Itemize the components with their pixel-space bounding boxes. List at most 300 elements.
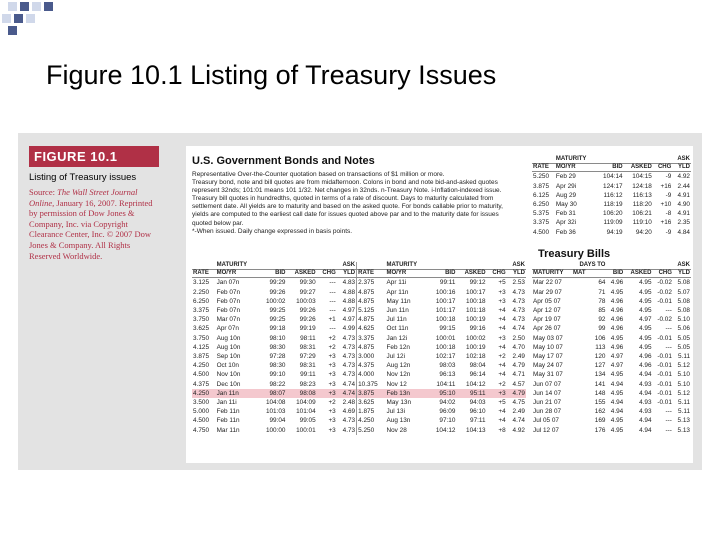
table-row [192,389,526,398]
col-header: BID [596,164,623,172]
table-cell: 97:11 [470,417,486,425]
table-cell: +4 [498,371,506,379]
table-cell: 10.375 [357,380,386,389]
table-cell: Mar 07n [216,316,241,324]
col-header: YLD [672,164,691,172]
table-cell: May 03 07 [533,334,563,342]
table-cell: 5.05 [677,343,690,351]
table-cell: 4.95 [639,297,652,305]
table-cell: 2.49 [512,408,525,416]
table-cell: 4.73 [342,371,356,379]
table-cell: Jan 11i [216,399,237,407]
table-cell: -0.01 [657,389,672,397]
slide-title: Figure 10.1 Listing of Treasury Issues [46,60,497,90]
table-cell: 98:23 [299,380,316,388]
table-cell: Mar 29 07 [533,288,562,296]
table-cell: 4.95 [610,417,624,425]
table-cell: 5.000 [193,408,209,416]
table-cell: Feb 07n [216,307,241,315]
table-cell: 4.97 [342,307,356,315]
table-cell: 6.250 [193,297,209,305]
col-header: MO/YR [555,164,596,172]
table-cell: 4.94 [639,371,652,379]
table-cell: 102:18 [466,353,486,361]
table-row [532,278,691,288]
table-cell: 96:14 [469,371,486,379]
quotation-sheet [186,146,693,463]
table-cell: 4.92 [512,426,525,434]
table-cell: Jul 12i [386,353,405,361]
table-cell: 4.96 [610,343,624,351]
table-cell: +3 [328,371,336,379]
col-header: CHG [317,270,337,278]
table-cell: +2 [328,343,336,351]
table-cell: 4.96 [610,307,624,315]
table-cell: 100:01 [435,334,456,342]
figure-caption-column [29,146,159,261]
table-row [532,334,691,343]
table-cell: +16 [660,219,672,227]
table-cell: 5.10 [677,380,690,388]
table-cell: 99:04 [269,417,286,425]
table-cell: +1 [328,316,336,324]
table-cell: +4 [498,325,506,333]
table-cell: 101:18 [466,307,486,315]
table-cell: 5.11 [678,399,690,407]
table-cell: Apr 26 07 [533,325,561,333]
table-cell: 95:10 [428,389,456,398]
col-header: RATE [192,270,216,278]
table-cell: +3 [328,408,336,416]
table-cell: 104:12 [435,426,456,434]
ask-group-header: ASK [507,262,526,270]
table-cell: 4.375 [193,380,209,388]
table-cell: 4.000 [357,370,386,379]
table-cell: Jul 12 07 [533,426,559,434]
table-cell: 4.74 [337,389,357,398]
table-cell: 162 [594,408,606,416]
quotation-notes [192,171,514,236]
table-row [532,398,691,407]
table-cell: -0.01 [657,334,672,342]
table-cell: -0.01 [657,362,672,370]
source-label: Source: [29,187,55,197]
deco-square [32,2,41,11]
table-cell: 5.250 [533,173,549,181]
table-cell: 4.625 [357,324,386,333]
table-cell: 118:20 [632,201,652,209]
table-cell: +3 [328,353,336,361]
table-cell: -9 [665,228,672,236]
table-cell: Mar 22 07 [533,279,562,287]
table-cell: 176 [594,426,606,434]
table-cell: +3 [498,297,506,305]
col-group-spacer [532,262,572,270]
table-cell: 104:09 [296,399,316,407]
table-cell: Aug 29 [555,191,577,199]
table-row [532,288,691,297]
table-cell: Feb 07n [216,288,241,296]
table-cell: 104:12 [466,380,486,388]
table-cell: 1.875 [357,407,386,416]
table-cell: +16 [660,182,672,190]
ask-group-header: ASK [672,156,691,164]
table-cell: 5.375 [533,210,549,218]
table-row [532,228,691,237]
table-cell: Feb 11n [216,408,240,416]
table-cell: 2.375 [357,278,386,288]
table-cell: 3.375 [533,219,549,227]
table-cell: 4.250 [192,389,216,398]
table-row [532,306,691,315]
table-cell: --- [665,417,672,425]
table-cell: 5.12 [677,389,690,397]
table-cell: 97:10 [439,417,456,425]
table-cell: 106:20 [603,210,623,218]
ask-group-header: ASK [337,262,357,270]
table-row [192,324,526,333]
table-cell: May 17 07 [533,353,563,361]
table-cell: 3.750 [193,316,209,324]
table-cell: 97:29 [299,353,316,361]
table-cell: 3.875 [533,182,549,190]
table-cell: 94:20 [635,228,652,236]
table-cell: Jul 13i [386,408,405,416]
table-cell: +3 [328,417,336,425]
table-cell: +2 [328,334,336,342]
table-cell: May 11n [386,297,411,305]
figure-caption: Listing of Treasury issues [29,172,137,183]
ask-group-header: ASK [673,262,691,270]
table-cell: 4.97 [610,362,624,370]
col-header: CHG [653,164,672,172]
table-cell: 4.79 [507,389,526,398]
table-cell: 100:00 [265,426,286,434]
table-cell: 4.74 [342,380,356,388]
table-cell: 2.35 [677,219,690,227]
table-cell: +3 [328,362,336,370]
note-paragraph: Representative Over-the-Counter quotation based on transactions of $1 million or more. [192,171,445,178]
table-row [192,297,526,306]
table-row [192,380,526,389]
table-cell: 116:12 [603,191,623,199]
col-header: CHG [487,270,507,278]
table-cell: 4.95 [610,389,624,397]
table-cell: 4.94 [610,408,624,416]
table-cell: 2.50 [512,334,525,342]
col-group-spacer [192,262,216,270]
table-cell: 94:02 [439,399,456,407]
maturity-group-header: MATURITY [216,262,259,270]
table-cell: 5.08 [677,297,690,305]
table-cell: 4.73 [342,334,356,342]
table-cell: May 31 07 [533,371,563,379]
figure-source [29,187,159,261]
table-cell: Apr 19 07 [533,316,561,324]
figure-panel [18,133,702,470]
table-cell: 99:12 [469,279,486,287]
table-cell: 98:10 [269,334,286,342]
col-group-spacer [624,262,652,270]
table-cell: May 30 [555,201,577,209]
table-cell: 3.125 [193,279,209,287]
table-row [532,182,691,191]
table-cell: 100:16 [435,288,456,296]
table-cell: 5.250 [357,426,386,435]
deco-square [14,14,23,23]
table-cell: 98:22 [269,380,286,388]
col-header: ASKED [624,164,653,172]
table-cell: 4.95 [610,288,624,296]
table-cell: 4.95 [610,426,624,434]
table-cell: +3 [328,380,336,388]
table-cell: 100:02 [265,297,286,305]
table-cell: 148 [594,389,606,397]
table-cell: --- [329,288,336,296]
table-row [532,315,691,324]
table-cell: Jan 12i [386,334,408,342]
table-row [532,191,691,200]
table-cell: --- [665,307,672,315]
table-cell: 4.73 [342,343,356,351]
table-cell: Feb 36 [555,228,576,236]
table-cell: -0.02 [657,279,672,287]
table-row [532,416,691,425]
table-cell: -0.01 [657,380,672,388]
table-cell: 5.08 [677,307,690,315]
table-cell: 102:17 [435,353,456,361]
table-cell: 98:04 [469,362,486,370]
table-cell: Apr 29i [555,182,577,190]
table-cell: +8 [498,426,506,434]
table-cell: 99:26 [299,307,316,315]
days-to-group-header: DAYS TO [572,262,606,270]
table-cell: 3.500 [193,399,209,407]
table-cell: --- [329,325,336,333]
table-cell: 5.07 [677,288,690,296]
table-cell: 5.12 [677,362,690,370]
table-cell: 4.875 [357,297,386,306]
table-cell: +5 [498,399,506,407]
table-cell: 99:26 [299,316,316,324]
table-cell: 4.73 [342,417,356,425]
table-cell: 4.94 [610,380,624,388]
table-cell: 4.73 [512,307,525,315]
table-cell: Feb 07n [216,297,241,305]
table-cell: 99 [598,325,606,333]
table-cell: -0.01 [657,353,672,361]
table-cell: 94:19 [606,228,623,236]
table-cell: 5.10 [677,316,690,324]
bonds-table-top-right [532,156,691,237]
table-cell: 100:01 [296,426,316,434]
table-row [192,334,526,343]
table-cell: 100:18 [466,297,486,305]
table-cell: -0.01 [657,371,672,379]
table-cell: 99:11 [300,371,316,379]
table-cell: 4.93 [639,399,652,407]
table-cell: 2.48 [342,399,356,407]
deco-square [2,14,11,23]
table-cell: Oct 10n [216,362,239,370]
table-cell: 4.97 [342,316,356,324]
table-cell: 4.93 [639,408,652,416]
table-row [192,278,526,288]
table-cell: 4.95 [639,325,652,333]
table-cell: 100:18 [435,343,456,351]
table-row [532,370,691,379]
table-cell: 104:08 [265,399,286,407]
table-cell: 98:30 [269,362,286,370]
table-cell: 99:15 [439,325,456,333]
table-cell: Jan 11n [216,389,259,398]
deco-square [26,14,35,23]
table-cell: 98:07 [258,389,286,398]
table-cell: 4.375 [357,361,386,370]
table-cell: 4.96 [639,362,652,370]
table-cell: 99:05 [299,417,316,425]
table-cell: 4.750 [193,426,209,434]
col-header: BID [258,270,286,278]
table-row [192,352,526,361]
table-cell: 4.875 [357,315,386,324]
table-cell: 101:03 [265,408,286,416]
table-cell: 94:03 [469,399,486,407]
table-cell: 4.94 [610,399,624,407]
table-cell: 4.97 [610,353,624,361]
table-cell: 106 [594,334,606,342]
table-cell: Jul 05 07 [533,417,559,425]
table-cell: Apr 07n [216,325,239,333]
table-cell: Oct 11n [386,325,409,333]
table-cell: 4.70 [512,343,525,351]
table-cell: Apr 32i [555,219,577,227]
table-cell: 4.95 [639,307,652,315]
col-header: ASKED [286,270,316,278]
table-cell: +4 [498,362,506,370]
table-row [532,352,691,361]
table-cell: 99:18 [269,325,286,333]
table-cell: 4.74 [512,325,525,333]
table-cell: 92 [598,316,606,324]
table-cell: +3 [328,426,336,434]
table-cell: 100:19 [466,316,486,324]
table-cell: +4 [498,316,506,324]
col-header: BID [428,270,456,278]
table-cell: +10 [660,201,672,209]
table-cell: 99:16 [469,325,486,333]
table-row [192,370,526,379]
table-cell: 5.11 [678,408,690,416]
table-cell: 4.73 [512,297,525,305]
table-row [192,416,526,425]
table-cell: 4.95 [610,334,624,342]
table-cell: 85 [598,307,606,315]
col-header: RATE [357,270,386,278]
table-cell: 99:25 [269,307,286,315]
table-cell: 127 [594,362,606,370]
table-cell: 4.83 [342,279,356,287]
table-cell: 99:19 [299,325,316,333]
table-cell: 4.96 [610,325,624,333]
table-cell: 2.49 [512,353,525,361]
col-header: YLD [507,270,526,278]
table-cell: 100:17 [435,297,456,305]
table-row [192,426,526,435]
col-group-spacer [286,262,316,270]
table-cell: 4.91 [677,210,690,218]
table-cell: -0.02 [657,288,672,296]
table-cell: 4.94 [639,426,652,434]
table-cell: --- [665,426,672,434]
table-cell: 5.06 [677,325,690,333]
table-cell: 98:03 [439,362,456,370]
table-cell: --- [329,307,336,315]
table-cell: 100:19 [466,343,486,351]
table-cell: May 24 07 [533,362,563,370]
table-row [532,218,691,227]
table-row [532,343,691,352]
deco-square [44,2,53,11]
table-row [532,209,691,218]
table-cell: 64 [598,279,606,287]
table-cell: May 13n [386,399,412,407]
table-cell: 4.95 [610,371,624,379]
table-cell: 4.96 [610,297,624,305]
table-cell: 101:17 [435,307,456,315]
table-cell: 4.74 [512,417,525,425]
table-row [192,306,526,315]
table-cell: 4.94 [639,417,652,425]
table-cell: 4.250 [357,416,386,425]
table-cell: +2 [498,353,506,361]
table-cell: 4.95 [639,279,652,287]
table-cell: 113 [595,343,606,351]
table-cell: May 10 07 [533,343,563,351]
table-cell: +4 [498,408,506,416]
table-cell: 96:10 [469,408,486,416]
col-header: MO/YR [216,270,259,278]
table-cell: Feb 29 [555,173,576,181]
table-cell: 2.44 [677,182,690,190]
col-header: CHG [653,270,673,278]
maturity-group-header: MATURITY [386,262,429,270]
table-cell: 99:11 [439,279,456,287]
table-cell: 100:02 [466,334,486,342]
table-cell: 100:03 [296,297,316,305]
source-text: January 16, 2007. Reprinted by permission of Dow Jones & Company, Inc. via Copyright Clearance Center, Inc. © 2007 Dow Jones & Company. All Rights Reserved Worldwide. [29,197,153,261]
table-cell: 104:15 [632,173,652,181]
table-cell: Jun 28 07 [533,408,562,416]
table-cell: 3.375 [357,334,386,343]
table-cell: 4.99 [342,325,356,333]
col-header: YLD [673,270,691,278]
col-header: MO/YR [386,270,429,278]
table-cell: 4.91 [677,191,690,199]
table-cell: 106:21 [632,210,652,218]
table-cell: Dec 10n [216,380,241,388]
table-cell: Nov 12n [386,371,411,379]
table-cell: 3.625 [193,325,209,333]
table-cell: 119:09 [603,219,623,227]
table-cell: 124:18 [632,182,652,190]
table-cell: 5.125 [357,306,386,315]
table-cell: 4.94 [639,389,652,397]
table-cell: 3.000 [357,352,386,361]
table-cell: 4.875 [357,288,386,297]
table-cell: -0.02 [657,316,672,324]
table-cell: 4.500 [193,371,209,379]
